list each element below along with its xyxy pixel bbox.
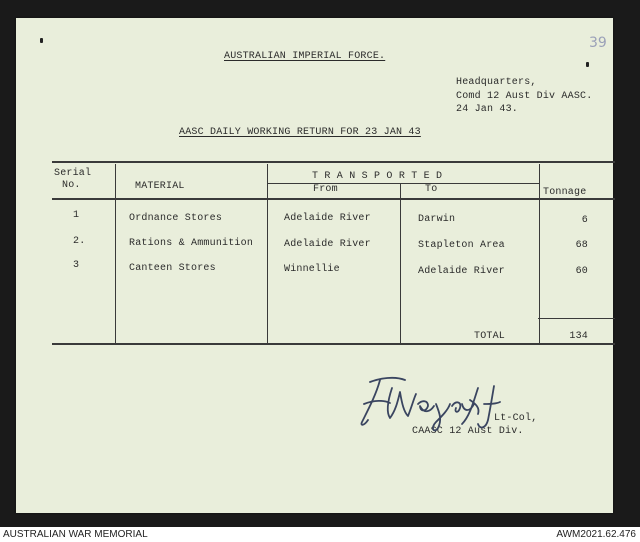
- hq-line-3: 24 Jan 43.: [456, 104, 519, 115]
- row-3-tonnage: 60: [575, 266, 588, 277]
- header-material: MATERIAL: [135, 181, 185, 192]
- punch-hole: [586, 62, 589, 67]
- punch-hole: [40, 38, 43, 43]
- row-3-to: Adelaide River: [418, 266, 505, 277]
- header-tonnage: Tonnage: [543, 187, 587, 198]
- row-1-material: Ordnance Stores: [129, 213, 223, 224]
- footer-institution: AUSTRALIAN WAR MEMORIAL: [3, 529, 148, 540]
- header-bottom-rule: [52, 198, 615, 200]
- total-value: 134: [569, 331, 588, 342]
- col-divider-from: [267, 164, 268, 344]
- footer-accession-number: AWM2021.62.476: [556, 529, 636, 540]
- header-transported: T R A N S P O R T E D: [312, 171, 443, 182]
- row-1-serial: 1: [73, 210, 80, 221]
- hq-line-2: Comd 12 Aust Div AASC.: [456, 91, 593, 102]
- row-3-serial: 3: [73, 260, 80, 271]
- signature-unit: CAASC 12 Aust Div.: [412, 426, 524, 437]
- col-divider-to: [400, 184, 401, 344]
- row-2-material: Rations & Ammunition: [129, 238, 254, 249]
- table-bottom-rule: [52, 343, 615, 345]
- pencil-page-number: 39: [589, 35, 607, 51]
- row-2-from: Adelaide River: [284, 239, 371, 250]
- header-serial: Serial: [54, 168, 92, 179]
- row-3-from: Winnellie: [284, 264, 340, 275]
- row-2-tonnage: 68: [575, 240, 588, 251]
- total-label: TOTAL: [474, 331, 506, 342]
- row-1-from: Adelaide River: [284, 213, 371, 224]
- row-1-to: Darwin: [418, 214, 456, 225]
- hq-line-1: Headquarters,: [456, 77, 537, 88]
- col-divider-material: [115, 164, 116, 344]
- table-top-rule: [52, 161, 615, 163]
- header-to: To: [425, 184, 438, 195]
- signature-rank: Lt-Col,: [494, 413, 538, 424]
- transported-divider: [268, 183, 540, 184]
- total-rule: [538, 318, 615, 319]
- col-divider-tonnage: [539, 164, 540, 344]
- header-serial-no: No.: [62, 180, 81, 191]
- row-2-to: Stapleton Area: [418, 240, 505, 251]
- handwritten-signature: [350, 370, 540, 440]
- header-from: From: [313, 184, 338, 195]
- row-3-material: Canteen Stores: [129, 263, 216, 274]
- document-heading: AUSTRALIAN IMPERIAL FORCE.: [224, 51, 386, 62]
- return-title: AASC DAILY WORKING RETURN FOR 23 JAN 43: [179, 127, 421, 138]
- row-2-serial: 2.: [73, 236, 86, 247]
- row-1-tonnage: 6: [581, 215, 588, 226]
